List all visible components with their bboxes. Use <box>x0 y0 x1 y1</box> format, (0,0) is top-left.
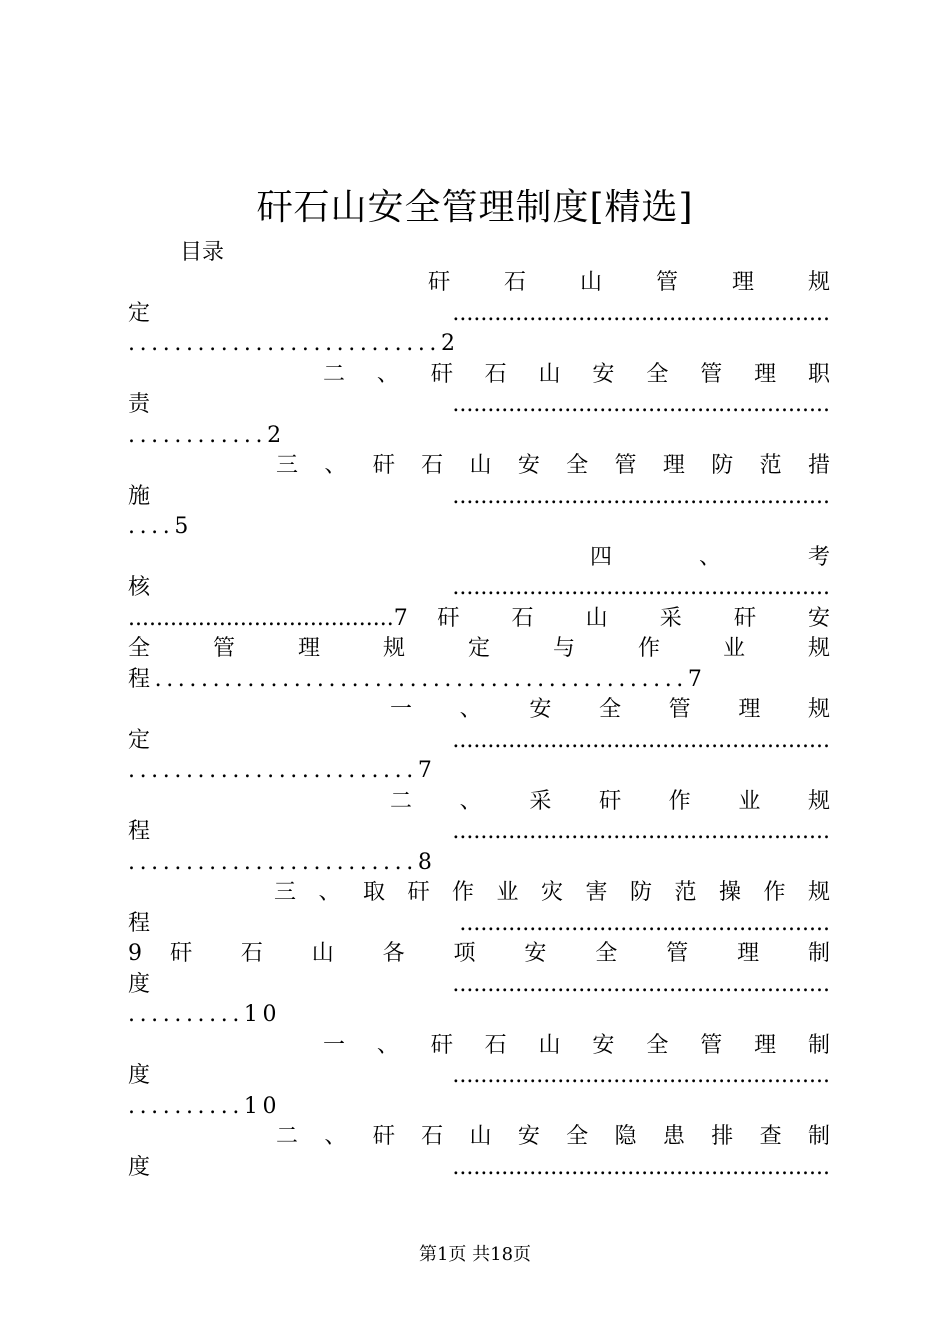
toc-line: 责...................................................... <box>128 392 830 417</box>
toc-body <box>128 268 830 1183</box>
toc-line: 度...................................................... <box>128 1063 830 1088</box>
toc-line: 核...................................................... <box>128 575 830 600</box>
toc-line: ...........................2 <box>128 331 460 356</box>
toc-line: 四 、 考 <box>590 544 830 570</box>
toc-line: 程...................................................... <box>128 819 830 844</box>
toc-line: 二 、 矸 石 山 安 全 管 理 职 <box>323 361 830 387</box>
toc-line: 三 、 矸 石 山 安 全 管 理 防 范 措 <box>276 453 830 478</box>
toc-line: ..........10 <box>128 1093 282 1119</box>
toc-line: 定...................................................... <box>128 727 830 753</box>
toc-line: 一 、 安 全 管 理 规 <box>390 697 830 722</box>
toc-line: ......................................7 矸 石 山 采 矸 安 <box>128 605 830 631</box>
toc-line: 全 管 理 规 定 与 作 业 规 <box>128 636 830 661</box>
toc-line: 程..................................................... <box>128 910 830 936</box>
document-title: 矸石山安全管理制度[精选] <box>256 187 694 228</box>
toc-label: 目录 <box>180 240 225 265</box>
toc-line: .........................8 <box>128 849 437 875</box>
toc-line: ............2 <box>128 422 286 448</box>
toc-line: 一 、 矸 石 山 安 全 管 理 制 <box>323 1032 830 1058</box>
toc-line: ..........10 <box>128 1002 282 1027</box>
toc-line: 度...................................................... <box>128 971 830 997</box>
toc-line: 程..............................................7 <box>128 666 707 692</box>
toc-line: ....5 <box>128 514 193 539</box>
toc-line: .........................7 <box>128 758 437 783</box>
toc-line: 施...................................................... <box>128 483 830 509</box>
toc-line: 三 、 取 矸 作 业 灾 害 防 范 操 作 规 <box>274 880 830 905</box>
toc-line: 度...................................................... <box>128 1154 830 1180</box>
toc-line: 定...................................................... <box>128 300 830 326</box>
toc-line: 9 矸 石 山 各 项 安 全 管 理 制 <box>128 941 830 966</box>
toc-line: 矸 石 山 管 理 规 <box>428 270 830 295</box>
toc-line: 二 、 采 矸 作 业 规 <box>390 788 830 814</box>
toc-line: 二 、 矸 石 山 安 全 隐 患 排 查 制 <box>276 1124 830 1149</box>
page-footer: 第1页 共18页 <box>418 1244 532 1265</box>
